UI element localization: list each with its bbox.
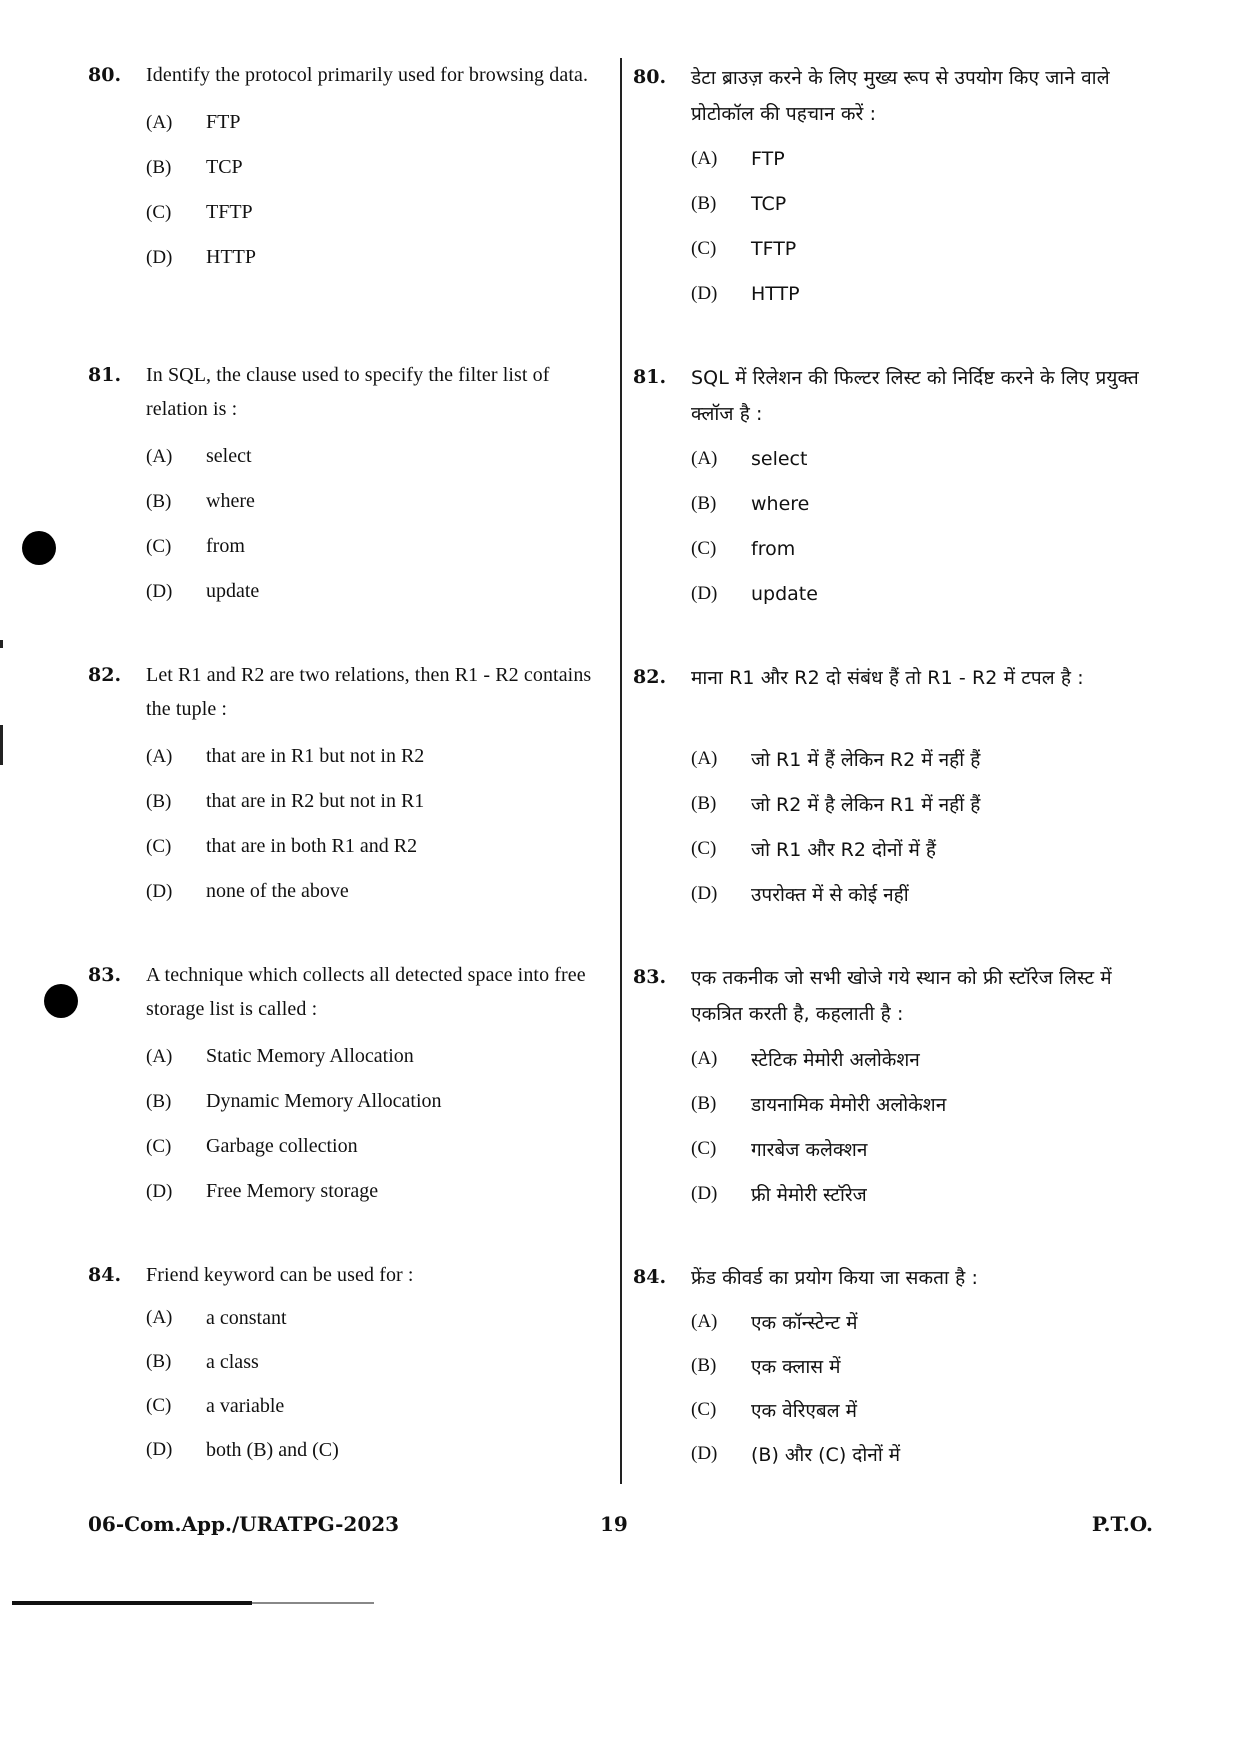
edge-mark xyxy=(0,640,3,648)
option-text: select xyxy=(206,445,252,467)
option-a xyxy=(146,100,613,145)
question-80-hi xyxy=(633,60,1153,316)
option-text: where xyxy=(206,490,255,512)
option-text: TCP xyxy=(751,192,787,215)
option-label: (C) xyxy=(691,837,717,859)
option-c xyxy=(146,1124,613,1169)
option-label: (D) xyxy=(691,282,718,304)
option-d xyxy=(691,871,1153,916)
option-c xyxy=(691,826,1153,871)
option-text: HTTP xyxy=(206,246,256,268)
question-number: 82. xyxy=(633,666,667,688)
bottom-rule-thin xyxy=(252,1602,374,1604)
option-label: (C) xyxy=(146,1395,172,1416)
option-d xyxy=(691,1432,1153,1476)
option-label: (B) xyxy=(691,1355,717,1376)
question-82-hi xyxy=(633,660,1153,916)
option-label: (D) xyxy=(146,880,173,902)
options-list xyxy=(691,1300,1153,1476)
option-b xyxy=(691,481,1153,526)
option-b xyxy=(691,1344,1153,1388)
question-number: 80. xyxy=(633,66,667,88)
pto-label: P.T.O. xyxy=(1091,1512,1153,1536)
option-c xyxy=(691,1126,1153,1171)
option-text: both (B) and (C) xyxy=(206,1438,339,1461)
option-text: उपरोक्त में से कोई नहीं xyxy=(751,883,909,906)
question-number: 80. xyxy=(88,64,122,86)
option-label: (A) xyxy=(691,747,718,769)
option-label: (C) xyxy=(146,835,172,857)
option-text: select xyxy=(751,447,808,470)
option-label: (A) xyxy=(691,147,718,169)
option-b xyxy=(146,145,613,190)
option-text: FTP xyxy=(206,111,241,133)
option-text: none of the above xyxy=(206,880,349,902)
punch-hole-mark xyxy=(22,531,56,565)
options-list xyxy=(146,1034,613,1214)
option-text: डायनामिक मेमोरी अलोकेशन xyxy=(751,1093,947,1116)
edge-mark xyxy=(0,725,3,765)
question-text: A technique which collects all detected space into free storage list is called : xyxy=(146,964,586,1020)
option-c xyxy=(146,190,613,235)
option-d xyxy=(146,235,613,280)
page-number: 19 xyxy=(600,1512,628,1536)
option-c xyxy=(691,526,1153,571)
question-text: फ्रेंड कीवर्ड का प्रयोग किया जा सकता है : xyxy=(691,1267,978,1289)
option-text: a constant xyxy=(206,1306,287,1329)
option-a xyxy=(691,736,1153,781)
option-label: (A) xyxy=(146,745,173,767)
option-d xyxy=(691,271,1153,316)
option-a xyxy=(691,136,1153,181)
option-b xyxy=(146,1079,613,1124)
option-label: (B) xyxy=(146,490,172,512)
option-b xyxy=(146,1340,613,1384)
paper-code: 06-Com.App./URATPG-2023 xyxy=(88,1512,400,1536)
option-a xyxy=(691,1036,1153,1081)
option-text: from xyxy=(206,535,245,557)
option-text: that are in both R1 and R2 xyxy=(206,835,418,857)
option-text: TFTP xyxy=(751,237,797,260)
option-label: (B) xyxy=(691,792,717,814)
option-a xyxy=(146,1296,613,1340)
question-number: 83. xyxy=(88,964,122,986)
option-text: that are in R2 but not in R1 xyxy=(206,790,425,812)
option-label: (A) xyxy=(691,1047,718,1069)
option-a xyxy=(146,434,613,479)
option-text: एक कॉन्स्टेन्ट में xyxy=(751,1312,858,1334)
option-text: गारबेज कलेक्शन xyxy=(751,1138,868,1161)
question-81-en xyxy=(88,358,613,614)
question-text: SQL में रिलेशन की फिल्टर लिस्ट को निर्दिष्ट करने के लिए प्रयुक्त क्लॉज है : xyxy=(691,367,1139,425)
options-list xyxy=(691,1036,1153,1216)
option-text: a variable xyxy=(206,1394,285,1417)
options-list xyxy=(691,136,1153,316)
question-number: 84. xyxy=(88,1264,122,1286)
option-label: (B) xyxy=(146,1090,172,1112)
option-d xyxy=(146,1428,613,1472)
option-a xyxy=(691,436,1153,481)
question-text: माना R1 और R2 दो संबंध हैं तो R1 - R2 में टपल है : xyxy=(691,667,1084,689)
option-label: (B) xyxy=(146,790,172,812)
option-c xyxy=(146,524,613,569)
option-label: (C) xyxy=(691,237,717,259)
option-label: (C) xyxy=(691,1137,717,1159)
question-84-hi xyxy=(633,1260,1153,1476)
option-label: (D) xyxy=(691,582,718,604)
option-d xyxy=(146,869,613,914)
option-text: HTTP xyxy=(751,282,800,305)
option-c xyxy=(691,1388,1153,1432)
option-b xyxy=(691,181,1153,226)
option-label: (D) xyxy=(691,882,718,904)
option-text: Static Memory Allocation xyxy=(206,1045,414,1067)
options-list xyxy=(691,736,1153,916)
question-84-en xyxy=(88,1258,613,1472)
bottom-rule xyxy=(12,1601,252,1605)
option-text: where xyxy=(751,492,810,515)
option-label: (D) xyxy=(691,1443,718,1464)
option-a xyxy=(691,1300,1153,1344)
option-label: (A) xyxy=(146,1307,173,1328)
option-a xyxy=(146,1034,613,1079)
option-c xyxy=(691,226,1153,271)
question-number: 82. xyxy=(88,664,122,686)
question-number: 84. xyxy=(633,1266,667,1288)
question-number: 83. xyxy=(633,966,667,988)
question-text: एक तकनीक जो सभी खोजे गये स्थान को फ्री स्टॉरेज लिस्ट में एकत्रित करती है, कहलाती है : xyxy=(691,967,1112,1025)
option-d xyxy=(146,569,613,614)
option-label: (A) xyxy=(146,445,173,467)
option-b xyxy=(146,779,613,824)
option-label: (C) xyxy=(146,535,172,557)
column-divider xyxy=(620,58,622,1484)
option-text: स्टेटिक मेमोरी अलोकेशन xyxy=(751,1048,920,1071)
question-83-hi xyxy=(633,960,1153,1216)
question-81-hi xyxy=(633,360,1153,616)
page-footer xyxy=(88,1512,1153,1542)
question-number: 81. xyxy=(633,366,667,388)
option-label: (B) xyxy=(146,156,172,178)
option-label: (B) xyxy=(691,1092,717,1114)
option-label: (D) xyxy=(146,246,173,268)
option-d xyxy=(691,571,1153,616)
option-text: जो R1 में हैं लेकिन R2 में नहीं हैं xyxy=(751,748,981,771)
option-label: (B) xyxy=(691,492,717,514)
option-label: (D) xyxy=(691,1182,718,1204)
option-label: (B) xyxy=(691,192,717,214)
question-text: डेटा ब्राउज़ करने के लिए मुख्य रूप से उपयोग किए जाने वाले प्रोटोकॉल की पहचान करें : xyxy=(691,67,1110,125)
option-text: update xyxy=(206,580,260,602)
option-label: (A) xyxy=(146,1045,173,1067)
option-c xyxy=(146,1384,613,1428)
option-text: FTP xyxy=(751,147,785,170)
option-label: (C) xyxy=(691,1399,717,1420)
option-text: एक वेरिएबल में xyxy=(751,1400,858,1422)
option-label: (D) xyxy=(146,1439,173,1460)
option-text: TCP xyxy=(206,156,243,178)
option-text: (B) और (C) दोनों में xyxy=(751,1444,901,1466)
option-text: जो R1 और R2 दोनों में हैं xyxy=(751,838,936,861)
option-text: that are in R1 but not in R2 xyxy=(206,745,425,767)
options-list xyxy=(146,100,613,280)
option-label: (C) xyxy=(146,201,172,223)
punch-hole-mark xyxy=(44,984,78,1018)
option-label: (B) xyxy=(146,1351,172,1372)
option-text: Garbage collection xyxy=(206,1135,358,1157)
option-b xyxy=(691,1081,1153,1126)
option-text: TFTP xyxy=(206,201,253,223)
question-80-en xyxy=(88,58,613,280)
option-b xyxy=(146,479,613,524)
option-c xyxy=(146,824,613,869)
option-a xyxy=(146,734,613,779)
option-text: update xyxy=(751,582,818,605)
question-text: In SQL, the clause used to specify the filter list of relation is : xyxy=(146,364,550,420)
option-label: (A) xyxy=(691,447,718,469)
option-text: Dynamic Memory Allocation xyxy=(206,1090,442,1112)
question-text: Friend keyword can be used for : xyxy=(146,1264,414,1286)
option-text: from xyxy=(751,537,796,560)
question-text: Let R1 and R2 are two relations, then R1 - R2 contains the tuple : xyxy=(146,664,592,720)
options-list xyxy=(146,434,613,614)
question-number: 81. xyxy=(88,364,122,386)
options-list xyxy=(146,734,613,914)
option-d xyxy=(146,1169,613,1214)
option-label: (D) xyxy=(146,1180,173,1202)
options-list xyxy=(146,1296,613,1472)
option-label: (A) xyxy=(691,1311,718,1332)
option-label: (D) xyxy=(146,580,173,602)
option-text: Free Memory storage xyxy=(206,1180,379,1202)
option-text: a class xyxy=(206,1350,259,1373)
option-label: (C) xyxy=(146,1135,172,1157)
option-text: जो R2 में है लेकिन R1 में नहीं हैं xyxy=(751,793,981,816)
question-text: Identify the protocol primarily used for browsing data. xyxy=(146,64,589,86)
option-label: (A) xyxy=(146,111,173,133)
option-text: एक क्लास में xyxy=(751,1356,841,1378)
question-83-en xyxy=(88,958,613,1214)
option-b xyxy=(691,781,1153,826)
option-d xyxy=(691,1171,1153,1216)
option-text: फ्री मेमोरी स्टॉरेज xyxy=(751,1183,867,1206)
option-label: (C) xyxy=(691,537,717,559)
question-82-en xyxy=(88,658,613,914)
options-list xyxy=(691,436,1153,616)
